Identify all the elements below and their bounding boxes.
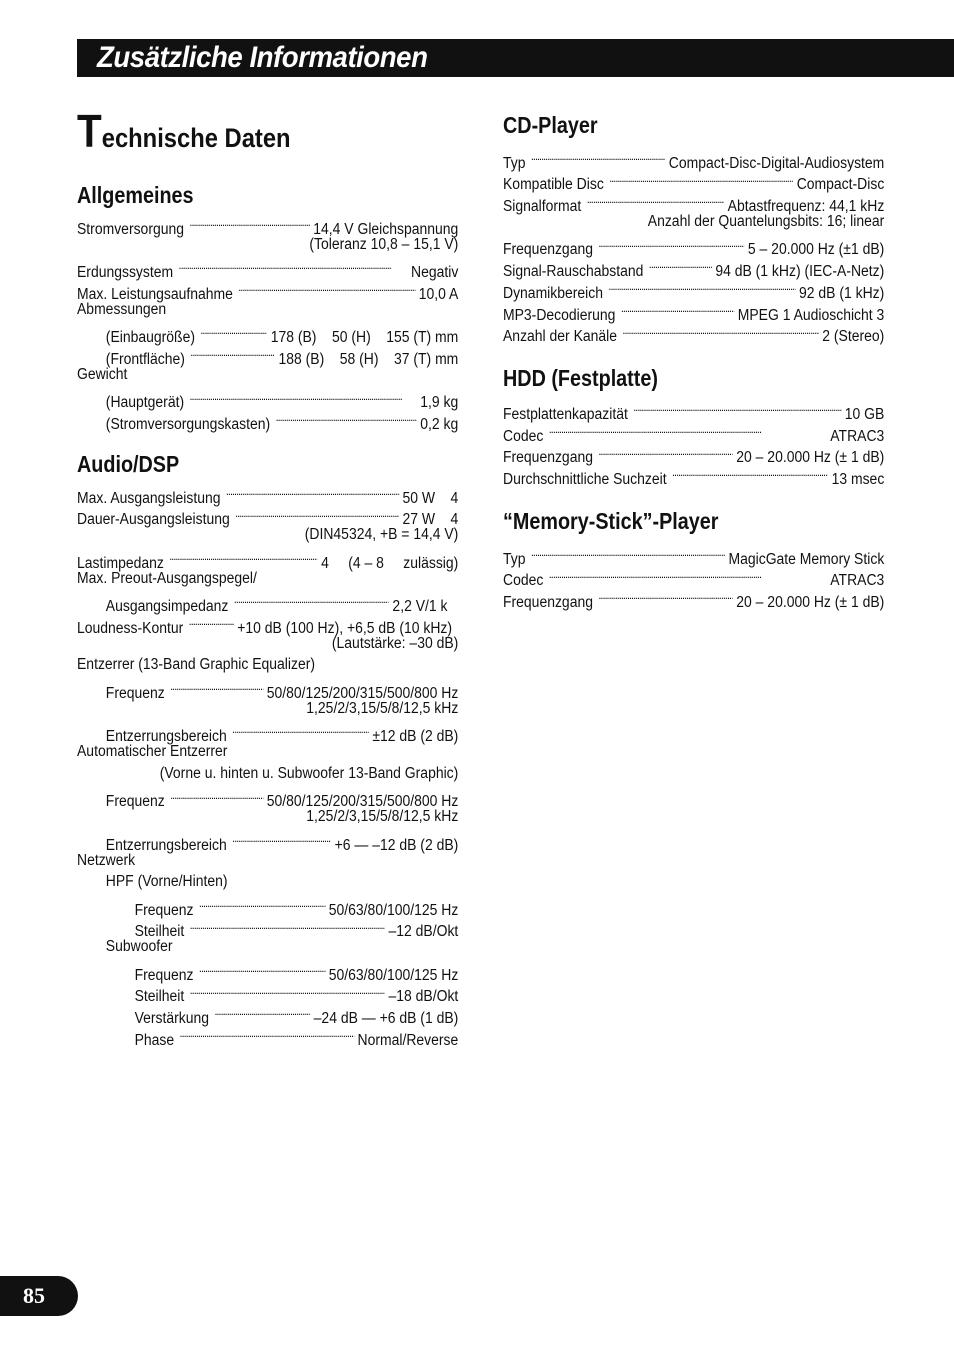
spec-value: Compact-Disc — [796, 176, 885, 194]
spec-label: Frequenzgang — [503, 241, 593, 259]
spec-label: (Frontfläche) — [105, 350, 185, 368]
spec-heading: Abmessungen — [77, 300, 167, 318]
page-title — [77, 105, 412, 157]
spec-label: Kompatible Disc — [503, 176, 604, 194]
spec-row — [503, 146, 885, 172]
spec-value: 14,4 V Gleichspannung — [313, 220, 459, 238]
spec-label: Durchschnittliche Suchzeit — [503, 470, 667, 488]
spec-value: 50/80/125/200/315/500/800 Hz — [266, 684, 459, 702]
leader-dots — [649, 254, 712, 276]
leader-dots — [199, 958, 325, 980]
leader-dots — [608, 276, 795, 298]
spec-value: Compact-Disc-Digital-Audiosystem — [668, 154, 885, 172]
leader-dots — [531, 146, 665, 168]
leader-dots — [232, 719, 369, 741]
spec-heading: Entzerrer (13-Band Graphic Equalizer) — [77, 656, 316, 674]
leader-dots — [672, 462, 828, 484]
section-title-cd: CD-Player — [503, 112, 598, 138]
leader-dots — [598, 233, 744, 255]
spec-value: 20 – 20.000 Hz (± 1 dB) — [736, 449, 885, 467]
spec-note: (Vorne u. hinten u. Subwoofer 13-Band Graphic) — [159, 764, 459, 782]
leader-dots — [598, 585, 732, 607]
leader-dots — [179, 255, 408, 277]
spec-row — [77, 589, 458, 615]
leader-dots — [214, 1001, 310, 1023]
spec-label: Frequenz — [105, 684, 165, 702]
spec-note: 1,25/2/3,15/5/8/12,5 kHz — [306, 808, 459, 826]
spec-value: 13 msec — [831, 470, 885, 488]
spec-label: Steilheit — [134, 923, 185, 941]
leader-dots — [549, 564, 827, 586]
spec-value: 20 – 20.000 Hz (± 1 dB) — [736, 594, 885, 611]
spec-label: Max. Leistungsaufnahme — [77, 285, 233, 303]
leader-dots — [621, 298, 734, 320]
spec-label: Frequenz — [134, 901, 194, 919]
cd-list — [503, 146, 885, 346]
spec-value: –24 dB — +6 dB (1 dB) — [313, 1010, 459, 1028]
spec-value: 10 GB — [844, 405, 885, 423]
spec-row — [77, 386, 459, 412]
spec-row — [77, 255, 459, 282]
leader-dots — [190, 342, 275, 364]
leader-dots — [189, 212, 309, 234]
spec-row — [77, 958, 459, 984]
spec-heading: Automatischer Entzerrer — [77, 743, 228, 761]
spec-label: (Einbaugröße) — [105, 329, 195, 347]
spec-label: Frequenz — [105, 793, 165, 811]
spec-row — [503, 542, 885, 568]
section-title-memory-stick: “Memory-Stick”-Player — [503, 507, 719, 534]
leader-dots — [234, 589, 389, 611]
leader-dots — [622, 320, 818, 342]
spec-value: 50/63/80/100/125 Hz — [328, 966, 459, 984]
spec-note: (DIN45324, +B = 14,4 V) — [304, 526, 459, 544]
spec-row — [77, 719, 459, 746]
section-title-allgemeines: Allgemeines — [77, 182, 194, 208]
spec-row — [77, 828, 459, 854]
leader-dots — [170, 785, 263, 807]
spec-value: –12 dB/Okt — [388, 923, 459, 941]
header-title: Zusätzliche Informationen — [97, 41, 428, 74]
spec-value: +10 dB (100 Hz), +6,5 dB (10 kHz) — [237, 619, 453, 637]
spec-heading: Gewicht — [77, 365, 128, 383]
leader-dots — [235, 503, 399, 525]
leader-dots — [232, 828, 331, 850]
spec-value: 0,2 kg — [420, 415, 459, 433]
spec-value: +6 — –12 dB (2 dB) — [334, 836, 459, 854]
spec-value: 5 – 20.000 Hz (±1 dB) — [747, 241, 885, 259]
spec-value: 1,9 kg — [420, 394, 459, 412]
leader-dots — [276, 407, 417, 429]
spec-value: MPEG 1 Audioschicht 3 — [737, 306, 885, 324]
spec-value: 92 dB (1 kHz) — [799, 284, 885, 302]
leader-dots — [190, 915, 385, 937]
spec-row — [77, 320, 459, 347]
leader-dots — [200, 320, 267, 342]
spec-label: Max. Ausgangsleistung — [77, 489, 221, 507]
spec-note: (Toleranz 10,8 – 15,1 V) — [309, 235, 459, 253]
left-column — [77, 105, 459, 1049]
leader-dots — [609, 168, 793, 190]
leader-dots — [633, 397, 841, 419]
spec-label: Entzerrungsbereich — [105, 728, 227, 746]
leader-dots — [190, 980, 385, 1002]
page-number: 85 — [0, 1276, 78, 1316]
spec-label: Dauer-Ausgangsleistung — [77, 511, 230, 529]
spec-heading: Max. Preout-Ausgangspegel/ — [77, 569, 257, 587]
leader-dots — [598, 441, 732, 463]
spec-label: Signalformat — [503, 198, 582, 216]
spec-value: MagicGate Memory Stick — [728, 550, 885, 568]
spec-value: 178 (B) 50 (H) 155 (T) mm — [270, 329, 459, 347]
leader-dots — [587, 189, 724, 211]
spec-heading: Netzwerk — [77, 851, 136, 869]
spec-value: Normal/Reverse — [357, 1031, 459, 1049]
spec-value: 2,2 V/1 k — [392, 598, 448, 615]
spec-value: 50 W 4 — [402, 489, 459, 507]
spec-value: 188 (B) 58 (H) 37 (T) mm — [278, 350, 459, 368]
section-title-hdd: HDD (Festplatte) — [503, 365, 658, 392]
page-title-rest: echnische Daten — [101, 123, 291, 153]
leader-dots — [226, 481, 399, 503]
spec-label: Typ — [503, 154, 526, 172]
leader-dots — [190, 386, 417, 408]
spec-row — [77, 785, 459, 811]
spec-heading: Subwoofer — [105, 938, 173, 956]
section-title-audio: Audio/DSP — [77, 450, 180, 477]
spec-note: 1,25/2/3,15/5/8/12,5 kHz — [306, 699, 459, 717]
leader-dots — [549, 419, 827, 441]
header-bar — [77, 39, 954, 77]
spec-label: Signal-Rauschabstand — [503, 263, 644, 281]
spec-row — [503, 397, 885, 423]
page-title-initial: T — [77, 105, 102, 157]
right-column — [503, 108, 885, 611]
spec-row — [503, 233, 885, 259]
spec-label: Frequenzgang — [503, 449, 593, 467]
leader-dots — [199, 893, 325, 915]
allgemeines-list — [77, 212, 459, 433]
memory-stick-list — [503, 542, 885, 611]
spec-label: Typ — [503, 550, 526, 568]
leader-dots — [189, 611, 234, 633]
spec-label: Ausgangsimpedanz — [105, 598, 229, 615]
spec-value: ATRAC3 — [830, 427, 885, 445]
spec-label: Frequenz — [134, 966, 194, 984]
spec-value: 2 (Stereo) — [822, 328, 885, 346]
spec-label: (Hauptgerät) — [105, 394, 185, 412]
spec-value: Abtastfrequenz: 44,1 kHz — [727, 198, 885, 216]
audio-list — [77, 481, 459, 1049]
spec-heading: HPF (Vorne/Hinten) — [105, 873, 228, 891]
spec-value: 10,0 A — [418, 285, 459, 303]
spec-value: 50/80/125/200/315/500/800 Hz — [266, 793, 459, 811]
spec-value: 50/63/80/100/125 Hz — [328, 901, 459, 919]
leader-dots — [238, 277, 415, 299]
spec-label: Erdungssystem — [77, 264, 174, 282]
spec-note: Anzahl der Quantelungsbits: 16; linear — [647, 213, 885, 231]
spec-label: Anzahl der Kanäle — [503, 328, 618, 346]
leader-dots — [531, 542, 725, 564]
leader-dots — [169, 546, 317, 568]
spec-label: Loudness-Kontur — [77, 619, 184, 637]
spec-label: Lastimpedanz — [77, 554, 164, 572]
spec-value: 94 dB (1 kHz) (IEC-A-Netz) — [715, 263, 885, 281]
spec-row — [77, 481, 459, 507]
spec-label: Frequenzgang — [503, 594, 593, 611]
spec-value: ATRAC3 — [830, 572, 885, 590]
spec-value: ±12 dB (2 dB) — [372, 728, 459, 746]
spec-label: (Stromversorgungskasten) — [105, 415, 271, 433]
hdd-list — [503, 397, 885, 488]
spec-label: Steilheit — [134, 988, 185, 1006]
spec-label: MP3-Decodierung — [503, 306, 616, 324]
spec-label: Phase — [134, 1031, 175, 1049]
leader-dots — [180, 1023, 354, 1045]
spec-value: –18 dB/Okt — [388, 988, 459, 1006]
spec-label: Dynamikbereich — [503, 284, 604, 302]
spec-row — [77, 546, 459, 572]
spec-row — [503, 419, 885, 445]
spec-label: Verstärkung — [134, 1010, 210, 1028]
spec-label: Codec — [503, 572, 544, 590]
spec-note: (Lautstärke: –30 dB) — [331, 634, 459, 652]
spec-label: Codec — [503, 427, 544, 445]
spec-row — [77, 676, 459, 702]
spec-value: 4 (4 – 8 zulässig) — [321, 554, 459, 572]
spec-row — [77, 212, 459, 238]
spec-value: Negativ — [410, 264, 459, 282]
spec-value: 27 W 4 — [402, 511, 459, 529]
spec-label: Festplattenkapazität — [503, 405, 628, 423]
spec-label: Entzerrungsbereich — [105, 836, 227, 854]
leader-dots — [170, 676, 263, 698]
spec-label: Stromversorgung — [77, 220, 185, 238]
spec-row — [77, 893, 459, 919]
